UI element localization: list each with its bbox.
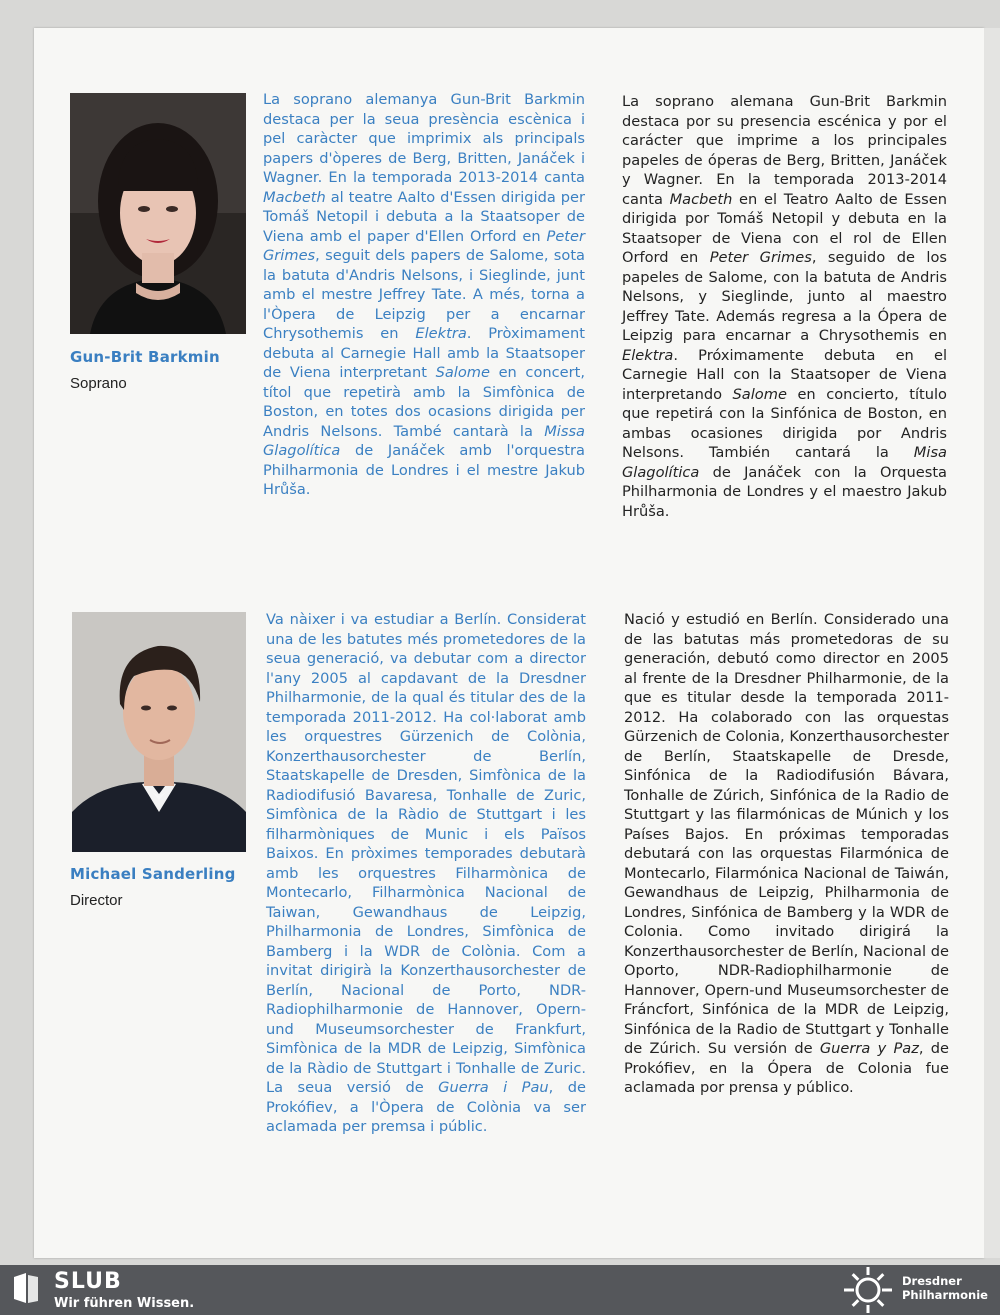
artist-name: Gun-Brit Barkmin <box>70 348 220 366</box>
dresdner-philharmonie-logo-icon <box>842 1267 894 1313</box>
bio-text: , seguit dels papers de Salome, sota la batuta d'Andris Nelsons, i Sieglinde, junt amb el mestre Jeffrey Tate. A més, torna a l'Òpera de Leipzig per a encarnar Chrysothemis en <box>263 247 585 342</box>
bio-italic-title: Macbeth <box>669 190 733 208</box>
artist-name: Michael Sanderling <box>70 865 236 883</box>
bio-spanish <box>622 92 947 521</box>
bio-text: de Janáček amb l'orquestra Philharmonia de Londres i el mestre Jakub Hrůša. <box>263 442 585 498</box>
orchestra-name-line1: Dresdner <box>902 1274 962 1288</box>
bio-text: . Pròximament debuta al Carnegie Hall amb la Staatsoper de Viena interpretant <box>263 325 585 381</box>
bio-text: en concert, títol que repetirà amb la Simfònica de Boston, en totes dos ocasions dirigida per Andris Nelsons. També cantarà la <box>263 364 585 440</box>
bio-italic-title: Peter Grimes <box>263 227 585 264</box>
bio-text: La soprano alemana Gun-Brit Barkmin destaca por su presencia escénica y por el carácter que imprime a los principales papeles de óperas de Berg, Britten, Janáček y Wagner. En la temporada 2013-2014 canta <box>622 93 947 208</box>
artist-role: Director <box>70 892 123 909</box>
artist-photo-sanderling <box>72 612 246 852</box>
bio-text: de Janáček con la Orquesta Philharmonia de Londres y el maestro Jakub Hrůša. <box>622 463 947 520</box>
slub-logo-icon <box>12 1273 40 1303</box>
bio-catalan <box>263 90 585 500</box>
bio-italic-title: Missa Glagolítica <box>263 422 585 459</box>
bio-text: , de Prokófiev, a l'Òpera de Colònia va ser aclamada per premsa i públic. <box>266 1079 586 1135</box>
bio-italic-title: Salome <box>435 364 490 381</box>
artist-role: Soprano <box>70 375 127 392</box>
bio-text: La soprano alemanya Gun-Brit Barkmin destaca per la seua presència escènica i pel caràcter que imprimix als principals papers d'òperes de Berg, Britten, Janáček i Wagner. En la temporada 2013-2014 canta <box>263 91 585 186</box>
orchestra-name <box>902 1274 988 1302</box>
bio-italic-title: Salome <box>732 385 787 403</box>
bio-text: . Próximamente debuta en el Carnegie Hall con la Staatsoper de Viena interpretando <box>622 346 947 403</box>
library-tagline: Wir führen Wissen. <box>54 1296 195 1311</box>
bio-italic-title: Guerra i Pau <box>438 1079 549 1096</box>
bio-text: en el Teatro Aalto de Essen dirigida por Tomáš Netopil y debuta en la Staatsoper de Viena con el rol de Ellen Orford en <box>622 190 947 266</box>
bio-spanish <box>624 610 949 1098</box>
bio-text: al teatre Aalto d'Essen dirigida per Tomáš Netopil i debuta a la Staatsoper de Viena amb el paper d'Ellen Orford en <box>263 188 585 245</box>
library-name: SLUB <box>54 1269 122 1294</box>
bio-italic-title: Elektra <box>415 325 467 342</box>
bio-italic-title: Macbeth <box>263 188 326 206</box>
bio-italic-title: Elektra <box>622 346 674 364</box>
bio-italic-title: Misa Glagolítica <box>622 444 947 481</box>
page-edge <box>984 28 1000 1258</box>
footer-bar <box>0 1265 1000 1315</box>
bio-text: Va nàixer i va estudiar a Berlín. Considerat una de les batutes més prometedores de la seua generació, va debutar com a director l'any 2005 al capdavant de la Dresdner Philharmonie, de la qual és titular des de la temporada 2011-2012. Ha col·laborat amb les orquestres Gürzenich de Colònia, Konzerthausorchester de Berlín, Staatskapelle de Dresden, Simfònica de la Radiodifusió Bavaresa, Tonhalle de Zuric, Simfònica de la Ràdio de Stuttgart i les filharmòniques de Munic i els Països Baixos. En pròximes temporades debutarà amb les orquestres Filharmònica de Montecarlo, Filharmònica Nacional de Taiwan, Gewandhaus de Leipzig, Philharmonia de Londres, Simfònica de Bamberg i la WDR de Colònia. Com a invitat dirigirà la Konzerthausorchester de Berlín, Nacional de Porto, NDR-Radiophilharmonie de Hannover, Opern- und Museumsorchester de Frankfurt, Simfònica de la MDR de Leipzig, Simfònica de la Ràdio de Stuttgart i Tonhalle de Zuric. La seua versió de <box>266 611 586 1096</box>
bio-catalan <box>266 610 586 1137</box>
bio-text: Nació y estudió en Berlín. Considerado una de las batutas más prometedoras de su generación, debutó como director en 2005 al frente de la Dresdner Philharmonie, de la que es titular desde la temporada 2011-2012. Ha colaborado con las orquestas Gürzenich de Colonia, Konzerthausorchester de Berlín, Staatskapelle de Dresde, Sinfónica de la Radiodifusión Bávara, Tonhalle de Zúrich, Sinfónica de la Radio de Stuttgart y las filarmónicas de Múnich y los Países Bajos. En próximas temporadas debutará con las orquestas Filarmónica de Montecarlo, Filarmónica Nacional de Taiwán, Gewandhaus de Leipzig, Philharmonia de Londres, Sinfónica de Bamberg y la WDR de Colonia. Como invitado dirigirá la Konzerthausorchester de Berlín, Nacional de Oporto, NDR-Radiophilharmonie de Hannover, Opern-und Museumsorchester de Fráncfort, Sinfónica de la MDR de Leipzig, Sinfónica de la Radio de Stuttgart y Tonhalle de Zúrich. Su versión de <box>624 611 949 1057</box>
bio-italic-title: Peter Grimes <box>709 249 812 266</box>
bio-text: , seguido de los papeles de Salome, con la batuta de Andris Nelsons, y Sieglinde, junto al maestro Jeffrey Tate. Además regresa a la Ópera de Leipzig para encarnar a Chrysothemis en <box>622 249 947 344</box>
bio-text: en concierto, título que repetirá con la Sinfónica de Boston, en ambas ocasiones dirigida por Andris Nelsons. También cantará la <box>622 385 947 461</box>
artist-photo-barkmin <box>70 93 246 334</box>
bio-italic-title: Guerra y Paz <box>819 1040 919 1057</box>
orchestra-name-line2: Philharmonie <box>902 1288 988 1302</box>
bio-text: , de Prokófiev, en la Ópera de Colonia fue aclamada por prensa y público. <box>624 1040 949 1096</box>
